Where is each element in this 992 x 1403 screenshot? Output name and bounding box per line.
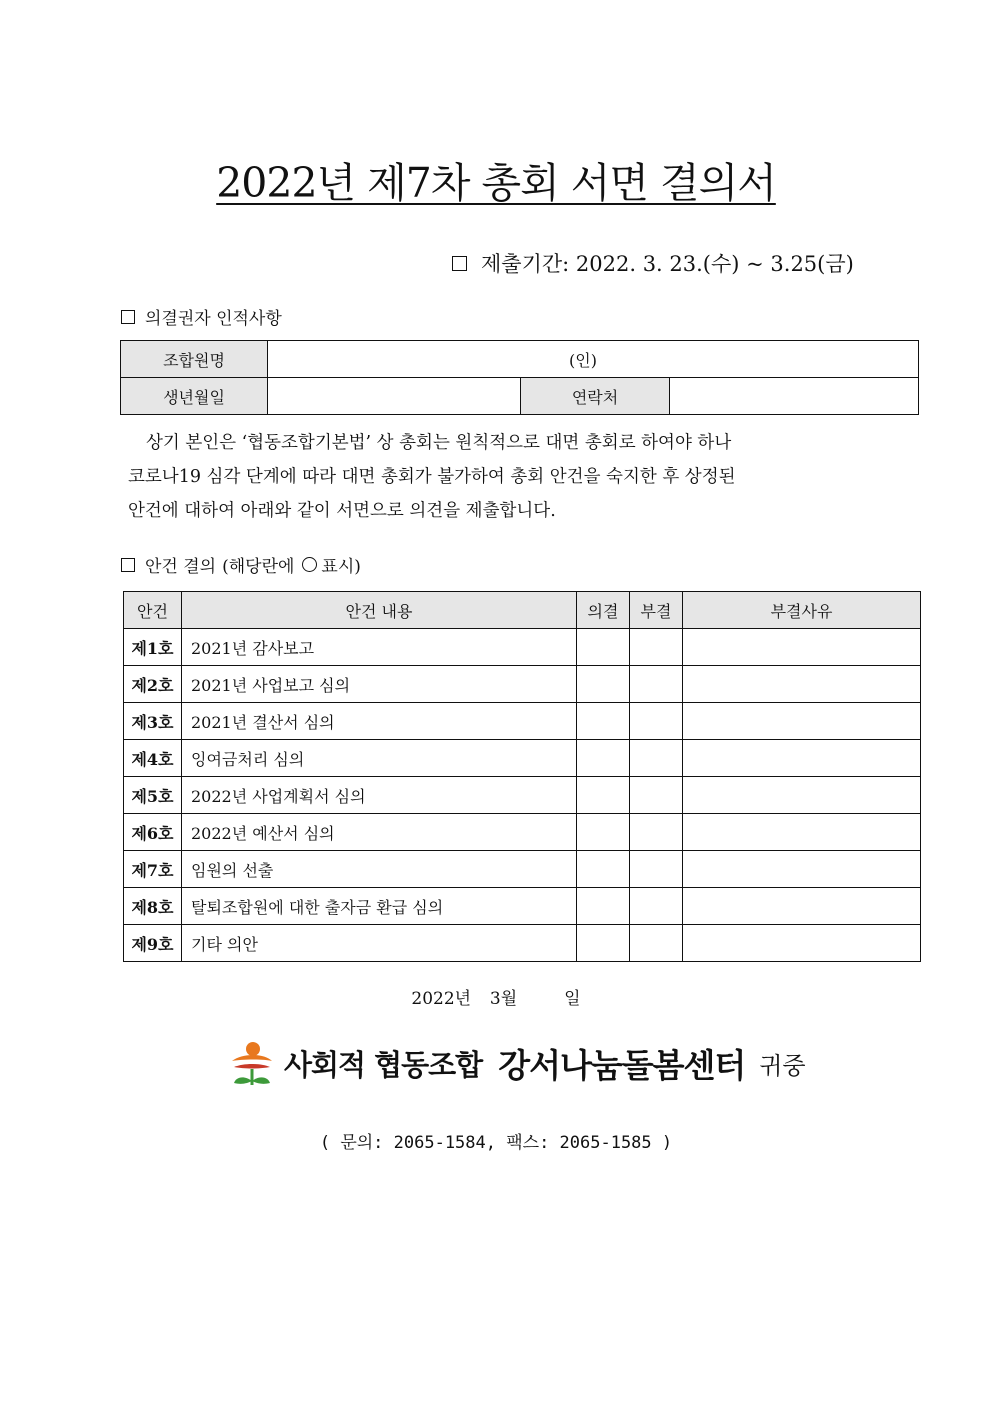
approve-cell[interactable] — [577, 925, 630, 962]
reject-cell[interactable] — [630, 703, 683, 740]
seal-mark: (인) — [569, 350, 597, 370]
table-row: 제6호 2022년 예산서 심의 — [124, 814, 921, 851]
table-row: 제9호 기타 의안 — [124, 925, 921, 962]
reason-cell[interactable] — [683, 925, 921, 962]
reject-cell[interactable] — [630, 666, 683, 703]
name-field[interactable] — [268, 341, 919, 378]
reason-cell[interactable] — [683, 740, 921, 777]
table-row: 제8호 탈퇴조합원에 대한 출자금 환급 심의 — [124, 888, 921, 925]
approve-cell[interactable] — [577, 740, 630, 777]
reason-cell[interactable] — [683, 814, 921, 851]
birth-label: 생년월일 — [121, 378, 268, 415]
approve-cell[interactable] — [577, 814, 630, 851]
approve-cell[interactable] — [577, 666, 630, 703]
voter-info-table — [120, 340, 919, 415]
birth-field[interactable] — [268, 378, 521, 415]
table-row: 제5호 2022년 사업계획서 심의 — [124, 777, 921, 814]
approve-cell[interactable] — [577, 703, 630, 740]
name-label: 조합원명 — [121, 341, 268, 378]
table-row: 제2호 2021년 사업보고 심의 — [124, 666, 921, 703]
statement-paragraph: 상기 본인은 ‘협동조합기본법’ 상 총회는 원칙적으로 대면 총회로 하여야 하나 코로나19 심각 단계에 따라 대면 총회가 불가하여 총회 안건을 숙지한 후 상정된 안건에 대하여 아래와 같이 서면으로 의견을 제출합니다. — [128, 433, 736, 521]
section-voter-info-heading: 의결권자 인적사항 — [121, 304, 282, 329]
org-suffix: 귀중 — [759, 1052, 806, 1080]
reject-cell[interactable] — [630, 814, 683, 851]
organization-logo — [226, 1040, 806, 1087]
approve-cell[interactable] — [577, 629, 630, 666]
checkbox-icon — [121, 310, 135, 324]
checkbox-icon — [121, 558, 135, 572]
table-row: 제7호 임원의 선출 — [124, 851, 921, 888]
checkbox-icon — [452, 256, 467, 271]
org-emblem-icon — [226, 1041, 276, 1087]
contact-field[interactable] — [670, 378, 919, 415]
reason-cell[interactable] — [683, 851, 921, 888]
document-title: 2022년 제7차 총회 서면 결의서 — [216, 159, 776, 207]
header-agenda-no: 안건 — [124, 592, 182, 629]
table-row: 제4호 잉여금처리 심의 — [124, 740, 921, 777]
reason-cell[interactable] — [683, 777, 921, 814]
contact-info: ( 문의: 2065-1584, 팩스: 2065-1585 ) — [319, 1133, 673, 1153]
reason-cell[interactable] — [683, 703, 921, 740]
reject-cell[interactable] — [630, 888, 683, 925]
period-text: 제출기간: 2022. 3. 23.(수) ~ 3.25(금) — [481, 252, 854, 276]
reject-cell[interactable] — [630, 777, 683, 814]
reject-cell[interactable] — [630, 851, 683, 888]
section-agenda-heading: 안건 결의 (해당란에 표시) — [121, 552, 361, 577]
submission-period — [452, 248, 854, 278]
approve-cell[interactable] — [577, 851, 630, 888]
reason-cell[interactable] — [683, 629, 921, 666]
reject-cell[interactable] — [630, 740, 683, 777]
org-name: 강서나눔돌봄센터 — [498, 1046, 746, 1085]
document-date: 2022년 3월 일 — [411, 989, 581, 1009]
header-reject: 부결 — [630, 592, 683, 629]
agenda-table — [123, 591, 921, 962]
reject-cell[interactable] — [630, 629, 683, 666]
header-approve: 의결 — [577, 592, 630, 629]
reject-cell[interactable] — [630, 925, 683, 962]
reason-cell[interactable] — [683, 888, 921, 925]
approve-cell[interactable] — [577, 777, 630, 814]
org-prefix: 사회적 협동조합 — [284, 1048, 483, 1082]
approve-cell[interactable] — [577, 888, 630, 925]
header-reject-reason: 부결사유 — [683, 592, 921, 629]
agenda-header-row — [124, 592, 921, 629]
header-agenda-content: 안건 내용 — [182, 592, 577, 629]
table-row: 제1호 2021년 감사보고 — [124, 629, 921, 666]
reason-cell[interactable] — [683, 666, 921, 703]
table-row: 제3호 2021년 결산서 심의 — [124, 703, 921, 740]
contact-label: 연락처 — [521, 378, 670, 415]
circle-mark-icon — [302, 557, 317, 572]
